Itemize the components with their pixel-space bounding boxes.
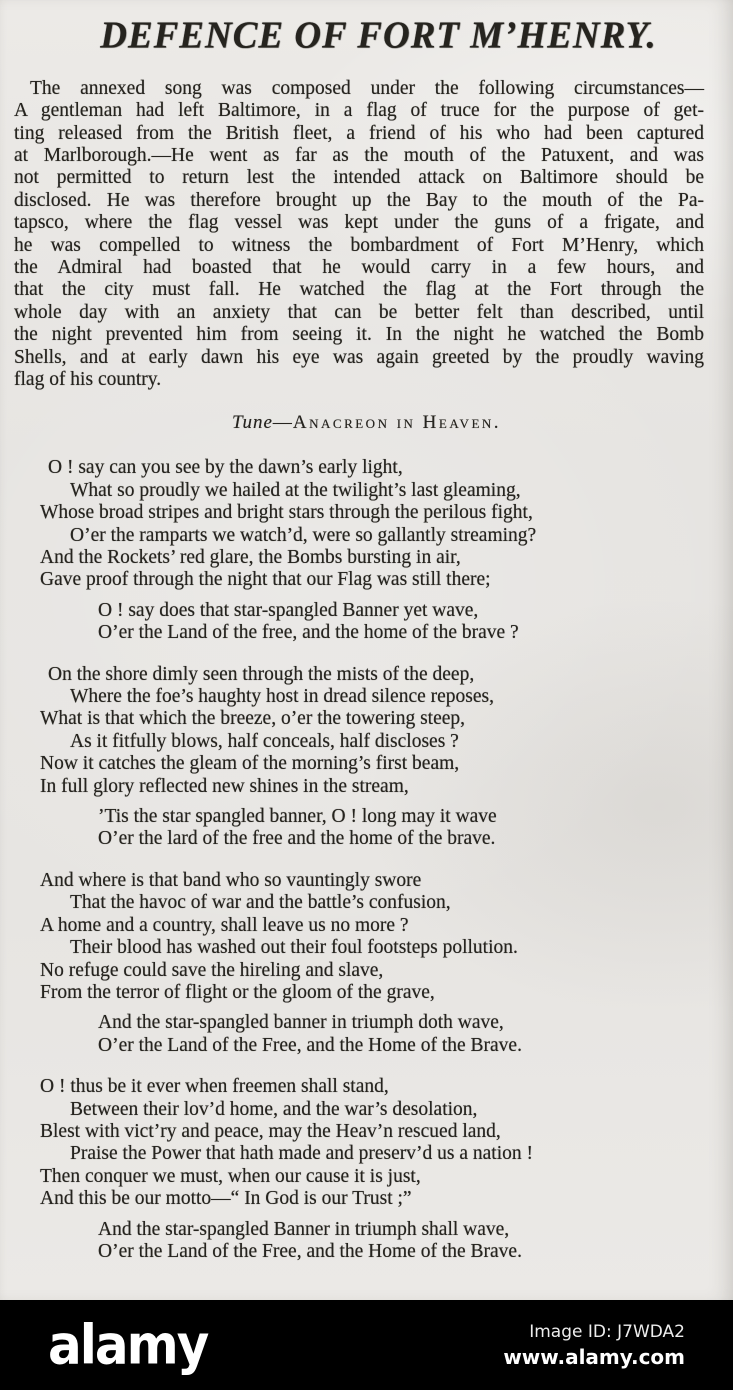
intro-line: at Marlborough.—He went as far as the mouth of the Patuxent, and was <box>14 144 704 166</box>
tune-name: Anacreon in Heaven. <box>292 412 502 434</box>
verse-line: And the Rockets’ red glare, the Bombs bursting in air, <box>40 547 461 568</box>
verse-line: That the havoc of war and the battle’s confusion, <box>70 892 451 914</box>
verse-line: What so proudly we hailed at the twilight’s last gleaming, <box>70 479 521 501</box>
verse-line: No refuge could save the hireling and slave, <box>40 959 384 981</box>
verse-line: Blest with vict’ry and peace, may the Heav’n rescued land, <box>40 1120 501 1142</box>
verse-line: A home and a country, shall leave us no more ? <box>40 914 409 936</box>
watermark-info <box>503 1320 685 1370</box>
chorus-line: And the star-spangled Banner in triumph shall wave, <box>98 1218 510 1240</box>
intro-line: flag of his country. <box>14 368 162 390</box>
intro-line: A gentleman had left Baltimore, in a flag of truce for the purpose of get- <box>14 100 704 122</box>
intro-line: whole day with an anxiety that can be better felt than described, until <box>14 301 704 323</box>
page-title: DEFENCE OF FORT M’HENRY. <box>100 14 657 57</box>
chorus-4 <box>98 1219 733 1264</box>
intro-line: ting released from the British fleet, a friend of his who had been captured <box>14 122 704 144</box>
stanza-4 <box>40 1076 733 1263</box>
verse-line: Then conquer we must, when our cause it is just, <box>40 1165 421 1187</box>
verse-line: O’er the ramparts we watch’d, were so gallantly streaming? <box>70 524 537 546</box>
tune-heading <box>0 412 733 434</box>
verse-line: What is that which the breeze, o’er the towering steep, <box>40 708 466 730</box>
verse-line: And this be our motto—“ In God is our Trust ;” <box>40 1188 412 1210</box>
intro-line: the Admiral had boasted that he would carry in a few hours, and <box>14 256 704 278</box>
chorus-line: O’er the Land of the free, and the home of the brave ? <box>98 622 519 644</box>
chorus-line: O’er the Land of the Free, and the Home of the Brave. <box>98 1240 522 1262</box>
intro-line: disclosed. He was therefore brought up the Bay to the mouth of the Pa- <box>14 189 704 211</box>
intro-line: he was compelled to witness the bombardment of Fort M’Henry, which <box>14 234 704 256</box>
intro-paragraph <box>14 78 704 392</box>
verse-line: As it fitfully blows, half conceals, half discloses ? <box>70 730 459 752</box>
intro-line: not permitted to return lest the intended attack on Baltimore should be <box>14 167 704 189</box>
verse-line: Their blood has washed out their foul footsteps pollution. <box>70 937 518 959</box>
verse-line: Between their lov’d home, and the war’s desolation, <box>70 1098 478 1120</box>
verse-line: And where is that band who so vauntingly swore <box>40 869 422 891</box>
chorus-2 <box>98 806 733 851</box>
watermark-bar <box>0 1300 733 1390</box>
poem <box>40 457 733 1263</box>
intro-line: the night prevented him from seeing it. In the night he watched the Bomb <box>14 324 704 346</box>
verse-line: O ! thus be it ever when freemen shall stand, <box>40 1076 389 1098</box>
stanza-3 <box>40 870 733 1057</box>
chorus-line: ’Tis the star spangled banner, O ! long may it wave <box>98 806 497 828</box>
chorus-3 <box>98 1012 733 1057</box>
verse-line: O ! say can you see by the dawn’s early light, <box>48 457 403 479</box>
alamy-url-text: www.alamy.com <box>503 1345 685 1369</box>
intro-line: that the city must fall. He watched the flag at the Fort through the <box>14 279 704 301</box>
verse-line: Gave proof through the night that our Flag was still there; <box>40 569 491 591</box>
stanza-1 <box>40 457 733 644</box>
verse-line: Praise the Power that hath made and preserv’d us a nation ! <box>70 1143 533 1165</box>
intro-line: The annexed song was composed under the following circumstances— <box>30 77 704 99</box>
verse-line: Where the foe’s haughty host in dread silence reposes, <box>70 686 494 708</box>
image-id-text: Image ID: J7WDA2 <box>529 1322 685 1342</box>
verse-line: In full glory reflected new shines in the stream, <box>40 775 409 797</box>
chorus-line: O’er the lard of the free and the home of the brave. <box>98 828 496 850</box>
verse-line: Whose broad stripes and bright stars through the perilous fight, <box>40 502 533 524</box>
intro-line: tapsco, where the flag vessel was kept under the guns of a frigate, and <box>14 212 704 234</box>
verse-line: On the shore dimly seen through the mists of the deep, <box>48 663 475 685</box>
chorus-line: O’er the Land of the Free, and the Home of the Brave. <box>98 1034 522 1056</box>
verse-line: From the terror of flight or the gloom of the grave, <box>40 981 435 1003</box>
chorus-line: O ! say does that star-spangled Banner yet wave, <box>98 599 479 621</box>
stanza-2 <box>40 664 733 851</box>
chorus-line: And the star-spangled banner in triumph doth wave, <box>98 1012 504 1034</box>
chorus-1 <box>98 600 733 645</box>
tune-separator: — <box>272 412 293 434</box>
tune-label: Tune <box>231 412 273 434</box>
alamy-logo: alamy <box>48 1313 208 1377</box>
intro-line: Shells, and at early dawn his eye was again greeted by the proudly waving <box>14 346 704 368</box>
verse-line: Now it catches the gleam of the morning’s first beam, <box>40 753 460 775</box>
